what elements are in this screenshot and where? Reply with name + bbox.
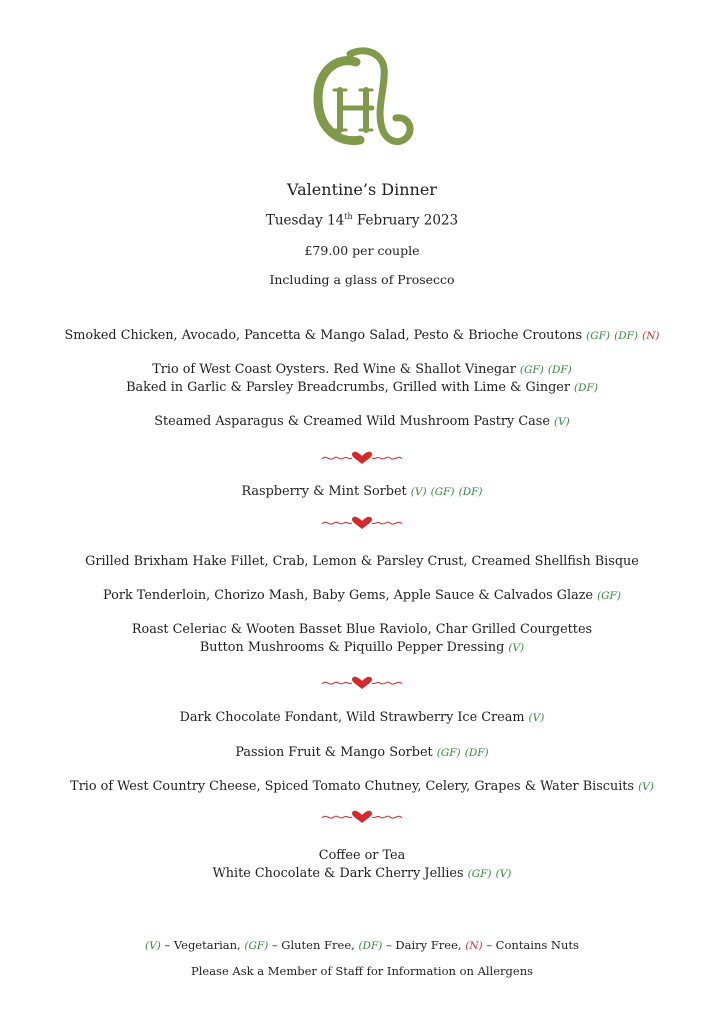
dessert-line: Passion Fruit & Mango Sorbet (GF) (DF) [235, 745, 489, 760]
main-line: Roast Celeriac & Wooten Basset Blue Raviolo, Char Grilled Courgettes [131, 622, 593, 637]
starter-line: Trio of West Coast Oysters. Red Wine & Shallot Vinegar (GF) (DF) [152, 362, 572, 377]
heart-flourish-icon [320, 810, 404, 824]
dessert-line: Dark Chocolate Fondant, Wild Strawberry Ice Cream (V) [179, 710, 545, 725]
dietary-legend: (V) – Vegetarian, (GF) – Gluten Free, (DF) – Dairy Free, (N) – Contains Nuts [145, 938, 579, 952]
coffee-line: Coffee or Tea [318, 848, 406, 863]
menu-title: Valentine’s Dinner [287, 180, 437, 199]
prosecco-note: Including a glass of Prosecco [269, 272, 455, 287]
starter-line: Baked in Garlic & Parsley Breadcrumbs, Grilled with Lime & Ginger (DF) [126, 380, 598, 395]
heart-flourish-icon [320, 451, 404, 465]
petit-fours-line: White Chocolate & Dark Cherry Jellies (GF) (V) [212, 866, 512, 881]
starter-line: Smoked Chicken, Avocado, Pancetta & Mango Salad, Pesto & Brioche Croutons (GF) (DF) (N) [64, 328, 660, 343]
main-line: Pork Tenderloin, Chorizo Mash, Baby Gems, Apple Sauce & Calvados Glaze (GF) [103, 588, 621, 603]
dessert-line: Trio of West Country Cheese, Spiced Tomato Chutney, Celery, Grapes & Water Biscuits (V) [70, 779, 654, 794]
starter-line: Steamed Asparagus & Creamed Wild Mushroom Pastry Case (V) [154, 414, 570, 429]
heart-flourish-icon [320, 516, 404, 530]
allergen-note: Please Ask a Member of Staff for Information on Allergens [190, 964, 534, 978]
main-line: Button Mushrooms & Piquillo Pepper Dressing (V) [199, 640, 525, 655]
heart-flourish-icon [320, 676, 404, 690]
main-line: Grilled Brixham Hake Fillet, Crab, Lemon & Parsley Crust, Creamed Shellfish Bisque [85, 554, 639, 569]
ch-monogram-logo [310, 46, 416, 154]
price-text: £79.00 per couple [304, 243, 420, 258]
sorbet-line: Raspberry & Mint Sorbet (V) (GF) (DF) [241, 484, 483, 499]
event-date: Tuesday 14th February 2023 [265, 212, 459, 229]
